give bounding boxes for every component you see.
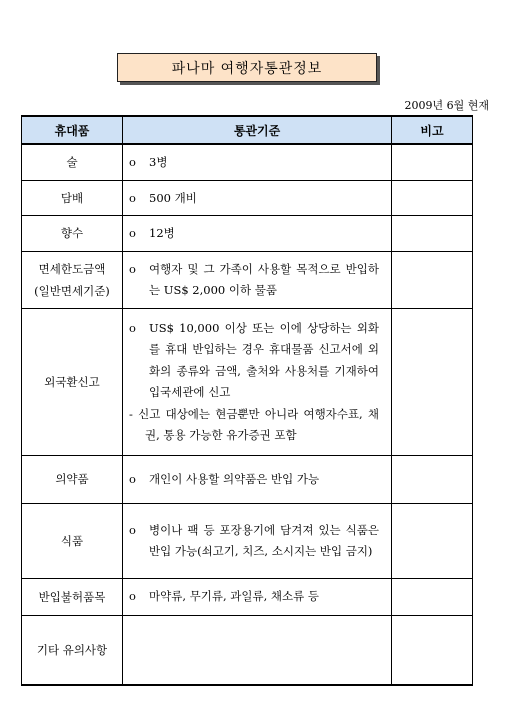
row-remarks xyxy=(392,144,473,180)
standard-text: 3병 xyxy=(149,155,168,169)
row-standard xyxy=(123,180,392,216)
row-standard xyxy=(123,615,392,685)
row-item: 담배 xyxy=(22,180,123,216)
row-item: 식품 xyxy=(22,503,123,578)
row-item xyxy=(22,251,123,308)
standard-note: - 신고 대상에는 현금뿐만 아니라 여행자수표, 채권, 통용 가능한 유가증권 포함 xyxy=(129,406,379,442)
table-row xyxy=(22,503,473,578)
bullet: o xyxy=(129,471,136,486)
row-remarks xyxy=(392,455,473,503)
table-row xyxy=(22,578,473,615)
bullet: o xyxy=(129,155,136,169)
page-title-text: 파나마 여행자통관정보 xyxy=(171,60,323,77)
page-title xyxy=(117,53,377,82)
table-row xyxy=(22,144,473,180)
table-row xyxy=(22,251,473,308)
standard-text: 500 개비 xyxy=(149,190,197,205)
bullet: o xyxy=(129,320,136,335)
row-standard xyxy=(123,308,392,455)
row-remarks xyxy=(392,251,473,308)
standard-text: 개인이 사용할 의약품은 반입 가능 xyxy=(149,471,320,486)
row-remarks xyxy=(392,615,473,685)
row-remarks xyxy=(392,503,473,578)
row-remarks xyxy=(392,308,473,455)
date-note: 2009년 6월 현재 xyxy=(404,99,489,112)
header-item: 휴대품 xyxy=(22,116,123,144)
row-remarks xyxy=(392,578,473,615)
standard-text: 12병 xyxy=(149,226,175,240)
bullet: o xyxy=(129,261,136,276)
table-row xyxy=(22,455,473,503)
row-item: 외국환신고 xyxy=(22,308,123,455)
standard-text: 병이나 팩 등 포장용기에 담겨져 있는 식품은 반입 가능(쇠고기, 치즈, 소시지는 반입 금지) xyxy=(149,522,379,558)
bullet: o xyxy=(129,589,136,604)
standard-text: 여행자 및 그 가족이 사용할 목적으로 반입하는 US$ 2,000 이하 물품 xyxy=(149,261,379,297)
bullet: o xyxy=(129,226,136,240)
row-item: 향수 xyxy=(22,216,123,252)
row-remarks xyxy=(392,216,473,252)
header-standard: 통관기준 xyxy=(123,116,392,144)
row-standard xyxy=(123,144,392,180)
table-row xyxy=(22,180,473,216)
header-remarks: 비고 xyxy=(392,116,473,144)
table-row xyxy=(22,615,473,685)
row-item: 술 xyxy=(22,144,123,180)
row-standard xyxy=(123,503,392,578)
row-standard xyxy=(123,578,392,615)
bullet: o xyxy=(129,522,136,537)
row-item: 기타 유의사항 xyxy=(22,615,123,685)
row-standard xyxy=(123,216,392,252)
row-item: 의약품 xyxy=(22,455,123,503)
item-line: (일반면세기준) xyxy=(34,283,110,298)
item-line: 면세한도금액 xyxy=(38,261,106,276)
customs-info-table xyxy=(21,115,473,686)
standard-text: 마약류, 무기류, 과일류, 채소류 등 xyxy=(149,589,320,604)
row-item: 반입불허품목 xyxy=(22,578,123,615)
row-standard xyxy=(123,455,392,503)
standard-text: US$ 10,000 이상 또는 이에 상당하는 외화를 휴대 반입하는 경우 휴대물품 신고서에 외화의 종류와 금액, 출처와 사용처를 기재하여 입국세관에 신고 xyxy=(149,320,379,399)
bullet: o xyxy=(129,190,136,205)
table-row xyxy=(22,308,473,455)
table-header-row xyxy=(22,116,473,144)
table-row xyxy=(22,216,473,252)
row-standard xyxy=(123,251,392,308)
row-remarks xyxy=(392,180,473,216)
